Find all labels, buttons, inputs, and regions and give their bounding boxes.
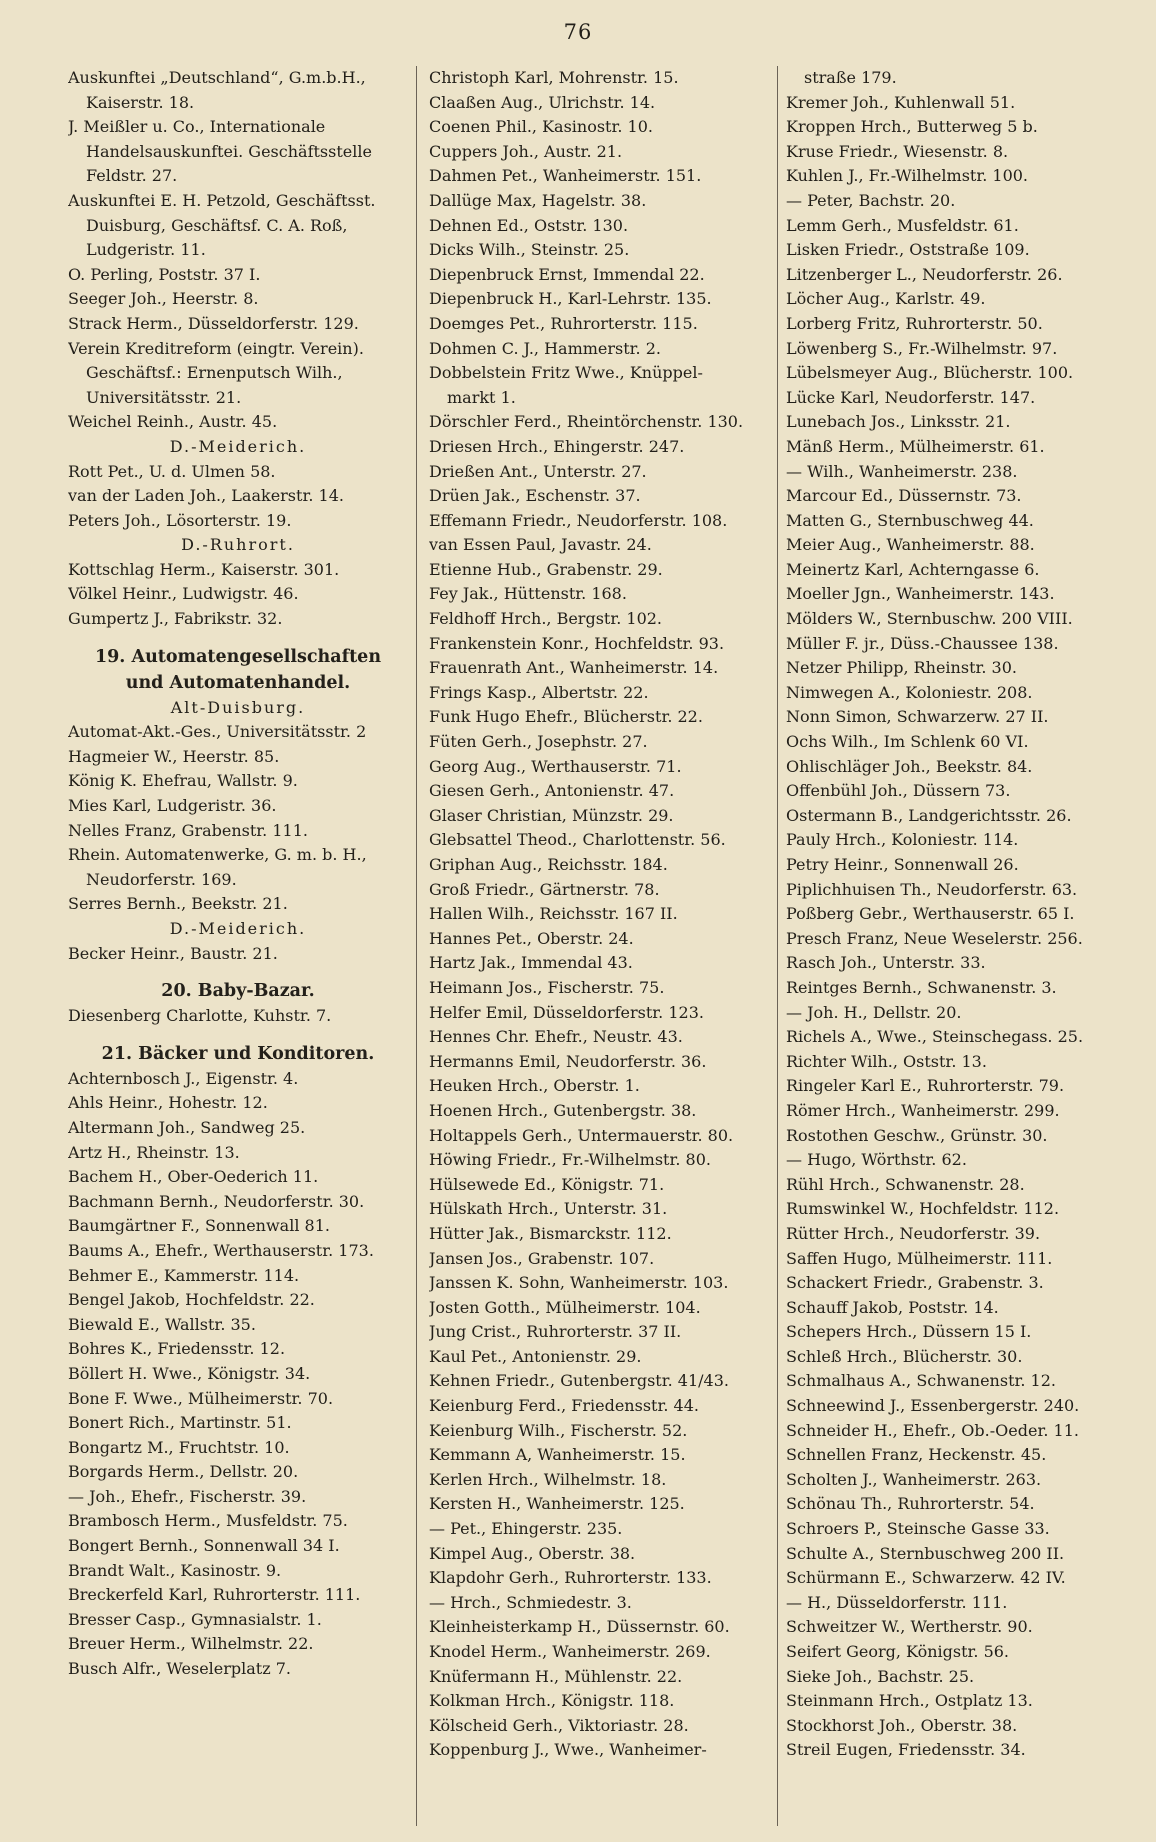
directory-entry: Lisken Friedr., Oststraße 109. [786,240,1030,260]
directory-entry: Lorberg Fritz, Ruhrorterstr. 50. [786,313,1043,333]
directory-entry: Schroers P., Steinsche Gasse 33. [786,1519,1050,1539]
directory-entry: Dörschler Ferd., Rheintörchenstr. 130. [429,412,744,432]
directory-entry: Bongartz M., Fruchtstr. 10. [68,1437,290,1457]
directory-entry: Holtappels Gerh., Untermauerstr. 80. [429,1125,734,1145]
directory-entry: Heimann Jos., Fischerstr. 75. [429,977,665,997]
entry-continuation: straße 179. [804,68,897,87]
directory-entry: Hermanns Emil, Neudorferstr. 36. [429,1051,707,1071]
district-heading: D.-Meiderich. [169,919,307,938]
section-spacer [68,1029,408,1041]
directory-entry: Funk Hugo Ehefr., Blücherstr. 22. [429,707,703,727]
directory-entry: Dahmen Pet., Wanheimerstr. 151. [429,166,702,186]
directory-entry: Verein Kreditreform (eingtr. Verein). [68,338,364,358]
directory-entry: Groß Friedr., Gärtnerstr. 78. [429,879,660,899]
directory-entry: Busch Alfr., Weselerplatz 7. [68,1659,291,1679]
directory-entry: Reintges Bernh., Schwanenstr. 3. [786,977,1057,997]
directory-entry: Giesen Gerh., Antonienstr. 47. [429,781,675,801]
directory-entry: Diepenbruck Ernst, Immendal 22. [429,264,705,284]
directory-entry: Kemmann A, Wanheimerstr. 15. [429,1445,686,1465]
directory-entry: Hülsewede Ed., Königstr. 71. [429,1174,665,1194]
directory-entry: Lübelsmeyer Aug., Blücherstr. 100. [786,363,1074,383]
directory-entry: Knodel Herm., Wanheimerstr. 269. [429,1642,711,1661]
directory-entry: — Hrch., Schmiedestr. 3. [429,1592,632,1612]
directory-entry: Füten Gerh., Josephstr. 27. [429,732,648,752]
directory-entry: Keienburg Ferd., Friedensstr. 44. [429,1396,699,1416]
directory-entry: Hülskath Hrch., Unterstr. 31. [429,1199,668,1219]
directory-entry: — Peter, Bachstr. 20. [786,190,956,210]
directory-entry: Streil Eugen, Friedensstr. 34. [786,1740,1026,1760]
directory-entry: Feldhoff Hrch., Bergstr. 102. [429,609,663,629]
directory-entry: — H., Düsseldorferstr. 111. [786,1592,1008,1612]
directory-entry: Piplichhuisen Th., Neudorferstr. 63. [786,879,1078,899]
directory-entry: Bengel Jakob, Hochfeldstr. 22. [68,1290,315,1310]
directory-entry: Presch Franz, Neue Weselerstr. 256. [786,928,1083,948]
directory-entry: Marcour Ed., Düssernstr. 73. [786,486,1022,506]
directory-entry: Bongert Bernh., Sonnenwall 34 I. [68,1536,340,1556]
directory-entry: Effemann Friedr., Neudorferstr. 108. [429,510,728,530]
directory-entry: Schweitzer W., Wertherstr. 90. [786,1617,1033,1637]
directory-entry: Seeger Joh., Heerstr. 8. [68,289,259,309]
directory-entry: Nimwegen A., Koloniestr. 208. [786,682,1033,702]
directory-entry: Jansen Jos., Grabenstr. 107. [429,1248,655,1268]
directory-entry: Römer Hrch., Wanheimerstr. 299. [786,1100,1060,1120]
directory-entry: Etienne Hub., Grabenstr. 29. [429,559,663,579]
directory-entry: Dallüge Max, Hagelstr. 38. [429,190,647,210]
district-heading: D.-Ruhrort. [181,535,295,555]
directory-entry: Bone F. Wwe., Mülheimerstr. 70. [68,1388,334,1408]
directory-entry: Rütter Hrch., Neudorferstr. 39. [786,1223,1041,1243]
section-heading: und Automatenhandel. [125,672,351,693]
directory-entry: Müller F. jr., Düss.-Chaussee 138. [786,633,1059,653]
directory-entry: Offenbühl Joh., Düssern 73. [786,781,1011,801]
directory-entry: Nonn Simon, Schwarzerw. 27 II. [786,707,1049,727]
directory-entry: Sieke Joh., Bachstr. 25. [786,1666,975,1686]
directory-entry: König K. Ehefrau, Wallstr. 9. [68,771,298,791]
directory-entry: — Joh., Ehefr., Fischerstr. 39. [68,1486,307,1506]
directory-entry: Schnellen Franz, Heckenstr. 45. [786,1445,1047,1465]
directory-entry: Löwenberg S., Fr.-Wilhelmstr. 97. [786,338,1058,358]
directory-entry: Völkel Heinr., Ludwigstr. 46. [68,584,299,604]
directory-entry: Schauff Jakob, Poststr. 14. [786,1297,999,1317]
directory-entry: Frankenstein Konr., Hochfeldstr. 93. [429,633,725,653]
directory-entry: Ahls Heinr., Hohestr. 12. [68,1093,268,1113]
directory-entry: Doemges Pet., Ruhrorterstr. 115. [429,313,698,333]
directory-entry: Claaßen Aug., Ulrichstr. 14. [429,92,656,112]
district-heading: D.-Meiderich. [169,436,307,456]
directory-entry: Keienburg Wilh., Fischerstr. 52. [429,1420,688,1440]
directory-entry: Schönau Th., Ruhrorterstr. 54. [786,1494,1035,1514]
directory-entry: Gumpertz J., Fabrikstr. 32. [68,609,283,629]
section-spacer [68,966,408,978]
directory-entry: Georg Aug., Werthauserstr. 71. [429,756,682,776]
directory-entry: Ochs Wilh., Im Schlenk 60 VI. [786,732,1029,752]
directory-entry: — Hugo, Wörthstr. 62. [786,1150,967,1170]
directory-entry: Meier Aug., Wanheimerstr. 88. [786,535,1035,555]
directory-entry: Mänß Herm., Mülheimerstr. 61. [786,436,1045,456]
directory-entry: Rasch Joh., Unterstr. 33. [786,953,986,973]
directory-entry: Koppenburg J., Wwe., Wanheimer- [429,1740,707,1760]
directory-entry: Breuer Herm., Wilhelmstr. 22. [68,1634,314,1654]
directory-entry: Kleinheisterkamp H., Düssernstr. 60. [429,1617,730,1637]
district-heading: Alt-Duisburg. [170,697,306,717]
column-left [68,66,417,1826]
directory-entry: Bonert Rich., Martinstr. 51. [68,1413,292,1433]
directory-entry: Peters Joh., Lösorterstr. 19. [68,510,292,530]
directory-entry: — Joh. H., Dellstr. 20. [786,1002,962,1022]
directory-entry: Driesen Hrch., Ehingerstr. 247. [429,436,685,456]
entry-continuation: Universitätsstr. 21. [86,387,242,407]
directory-entry: Litzenberger L., Neudorferstr. 26. [786,264,1063,284]
directory-entry: Hannes Pet., Oberstr. 24. [429,928,634,948]
directory-entry: van der Laden Joh., Laakerstr. 14. [68,486,344,506]
directory-entry: Seifert Georg, Königstr. 56. [786,1642,1010,1661]
entry-continuation: Duisburg, Geschäftsf. C. A. Roß, [86,215,348,235]
directory-entry: Kroppen Hrch., Butterweg 5 b. [786,117,1038,137]
directory-entry: Böllert H. Wwe., Königstr. 34. [68,1363,311,1383]
directory-entry: Hennes Chr. Ehefr., Neustr. 43. [429,1027,683,1047]
directory-entry: van Essen Paul, Javastr. 24. [429,535,652,555]
section-heading: 20. Baby-Bazar. [161,981,315,1002]
directory-entry: Baumgärtner F., Sonnenwall 81. [68,1216,330,1236]
entry-continuation: Ludgeristr. 11. [86,240,206,260]
directory-entry: Brambosch Herm., Musfeldstr. 75. [68,1511,348,1531]
directory-entry: Borgards Herm., Dellstr. 20. [68,1462,299,1482]
directory-entry: Scholten J., Wanheimerstr. 263. [786,1469,1042,1489]
directory-entry: Kehnen Friedr., Gutenbergstr. 41/43. [429,1371,729,1391]
directory-entry: Hütter Jak., Bismarckstr. 112. [429,1223,672,1243]
directory-entry: Jung Crist., Ruhrorterstr. 37 II. [429,1322,682,1342]
directory-entry: Rostothen Geschw., Grünstr. 30. [786,1125,1048,1145]
directory-entry: J. Meißler u. Co., Internationale [68,117,326,137]
directory-entry: Kimpel Aug., Oberstr. 38. [429,1543,636,1563]
directory-entry: Kruse Friedr., Wiesenstr. 8. [786,141,1009,161]
directory-entry: Kottschlag Herm., Kaiserstr. 301. [68,559,340,579]
directory-entry: Matten G., Sternbuschweg 44. [786,510,1034,530]
directory-entry: Höwing Friedr., Fr.-Wilhelmstr. 80. [429,1150,711,1170]
directory-entry: Achternbosch J., Eigenstr. 4. [68,1068,299,1088]
directory-entry: Kuhlen J., Fr.-Wilhelmstr. 100. [786,166,1029,186]
directory-entry: Netzer Philipp, Rheinstr. 30. [786,658,1017,678]
section-heading: 21. Bäcker und Konditoren. [101,1043,375,1064]
directory-entry: Drüen Jak., Eschenstr. 37. [429,486,641,506]
directory-entry: Schürmann E., Schwarzerw. 42 IV. [786,1568,1066,1588]
directory-entry: Ostermann B., Landgerichtsstr. 26. [786,805,1072,825]
directory-entry: Bresser Casp., Gymnasialstr. 1. [68,1609,322,1629]
directory-entry: Strack Herm., Düsseldorferstr. 129. [68,313,359,333]
directory-entry: Nelles Franz, Grabenstr. 111. [68,820,308,840]
directory-entry: Lücke Karl, Neudorferstr. 147. [786,387,1036,407]
directory-entry: Auskunftei E. H. Petzold, Geschäftsst. [68,190,376,210]
directory-entry: Löcher Aug., Karlstr. 49. [786,289,986,309]
directory-entry: Schepers Hrch., Düssern 15 I. [786,1322,1032,1342]
directory-entry: Behmer E., Kammerstr. 114. [68,1265,300,1285]
directory-entry: Richter Wilh., Oststr. 13. [786,1051,987,1071]
directory-entry: Schneewind J., Essenbergerstr. 240. [786,1396,1080,1416]
column-middle [419,66,778,1826]
directory-columns [68,66,1106,1826]
directory-entry: Bachmann Bernh., Neudorferstr. 30. [68,1191,365,1211]
directory-entry: Bohres K., Friedensstr. 12. [68,1339,286,1359]
directory-entry: Breckerfeld Karl, Ruhrorterstr. 111. [68,1585,361,1605]
directory-entry: Ohlischläger Joh., Beekstr. 84. [786,756,1033,776]
directory-entry: Schulte A., Sternbuschweg 200 II. [786,1543,1065,1563]
directory-entry: Diepenbruck H., Karl-Lehrstr. 135. [429,289,712,309]
directory-entry: Richels A., Wwe., Steinschegass. 25. [786,1027,1084,1047]
directory-entry: Kolkman Hrch., Königstr. 118. [429,1691,675,1711]
directory-entry: Pauly Hrch., Koloniestr. 114. [786,830,1019,850]
directory-entry: Hallen Wilh., Reichsstr. 167 II. [429,904,678,924]
directory-entry: Auskunftei „Deutschland“, G.m.b.H., [68,68,366,87]
directory-entry: Rühl Hrch., Schwanenstr. 28. [786,1174,1025,1194]
page-number: 76 [563,20,593,44]
directory-entry: Frings Kasp., Albertstr. 22. [429,682,649,702]
directory-entry: Dohmen C. J., Hammerstr. 2. [429,338,661,358]
directory-entry: Hagmeier W., Heerstr. 85. [68,746,280,766]
directory-entry: Coenen Phil., Kasinostr. 10. [429,117,653,137]
directory-entry: Meinertz Karl, Achterngasse 6. [786,559,1040,579]
directory-entry: Baums A., Ehefr., Werthauserstr. 173. [68,1240,374,1260]
directory-entry: — Wilh., Wanheimerstr. 238. [786,461,1018,481]
directory-entry: Hoenen Hrch., Gutenbergstr. 38. [429,1100,697,1120]
column-right [780,66,1106,1826]
directory-entry: Rhein. Automatenwerke, G. m. b. H., [68,845,367,865]
directory-entry: Dicks Wilh., Steinstr. 25. [429,240,630,260]
directory-entry: Schmalhaus A., Schwanenstr. 12. [786,1371,1056,1391]
directory-entry: Serres Bernh., Beekstr. 21. [68,894,288,914]
directory-entry: Fey Jak., Hüttenstr. 168. [429,584,627,604]
entry-continuation: Geschäftsf.: Ernenputsch Wilh., [86,363,343,383]
entry-continuation: Feldstr. 27. [86,166,178,186]
directory-entry: Dehnen Ed., Oststr. 130. [429,215,629,235]
directory-entry: Heuken Hrch., Oberstr. 1. [429,1076,640,1096]
directory-entry: Schleß Hrch., Blücherstr. 30. [786,1346,1023,1366]
directory-entry: Kölscheid Gerh., Viktoriastr. 28. [429,1715,689,1735]
directory-entry: Weichel Reinh., Austr. 45. [68,412,278,432]
directory-entry: Griphan Aug., Reichsstr. 184. [429,855,668,874]
entry-continuation: Neudorferstr. 169. [86,869,237,889]
directory-entry: Drießen Ant., Unterstr. 27. [429,461,647,481]
directory-entry: Rumswinkel W., Hochfeldstr. 112. [786,1199,1060,1219]
directory-entry: Mölders W., Sternbuschw. 200 VIII. [786,609,1073,629]
directory-entry: Kerlen Hrch., Wilhelmstr. 18. [429,1469,667,1489]
directory-entry: O. Perling, Poststr. 37 I. [68,264,261,284]
directory-entry: Biewald E., Wallstr. 35. [68,1314,256,1334]
directory-entry: Knüfermann H., Mühlenstr. 22. [429,1666,683,1686]
section-spacer [68,632,408,644]
directory-entry: Brandt Walt., Kasinostr. 9. [68,1560,282,1580]
directory-entry: Schneider H., Ehefr., Ob.-Oeder. 11. [786,1420,1079,1440]
directory-entry: Glebsattel Theod., Charlottenstr. 56. [429,830,726,850]
section-heading: 19. Automatengesellschaften [94,646,382,667]
directory-entry: Klapdohr Gerh., Ruhrorterstr. 133. [429,1568,712,1588]
directory-entry: Kremer Joh., Kuhlenwall 51. [786,92,1016,112]
directory-entry: Becker Heinr., Baustr. 21. [68,943,278,963]
directory-entry: Kaul Pet., Antonienstr. 29. [429,1346,642,1366]
directory-entry: — Pet., Ehingerstr. 235. [429,1519,623,1539]
directory-entry: Schackert Friedr., Grabenstr. 3. [786,1273,1044,1293]
directory-entry: Altermann Joh., Sandweg 25. [68,1117,306,1137]
directory-entry: Mies Karl, Ludgeristr. 36. [68,796,277,816]
directory-entry: Steinmann Hrch., Ostplatz 13. [786,1691,1033,1711]
directory-entry: Lunebach Jos., Linksstr. 21. [786,412,1011,432]
directory-entry: Rott Pet., U. d. Ulmen 58. [68,461,276,481]
directory-entry: Hartz Jak., Immendal 43. [429,953,633,973]
directory-entry: Saffen Hugo, Mülheimerstr. 111. [786,1248,1053,1268]
directory-entry: Janssen K. Sohn, Wanheimerstr. 103. [429,1273,729,1293]
directory-entry: Artz H., Rheinstr. 13. [68,1142,240,1162]
directory-entry: Stockhorst Joh., Oberstr. 38. [786,1715,1018,1735]
entry-continuation: Handelsauskunftei. Geschäftsstelle [86,141,372,161]
directory-entry: Dobbelstein Fritz Wwe., Knüppel- [429,363,703,383]
directory-entry: Poßberg Gebr., Werthauserstr. 65 I. [786,904,1075,924]
directory-entry: Petry Heinr., Sonnenwall 26. [786,855,1019,874]
directory-entry: Bachem H., Ober-Oederich 11. [68,1167,319,1187]
directory-entry: Christoph Karl, Mohrenstr. 15. [429,68,679,87]
directory-entry: Ringeler Karl E., Ruhrorterstr. 79. [786,1076,1065,1096]
directory-entry: Josten Gotth., Mülheimerstr. 104. [429,1297,701,1317]
entry-continuation: markt 1. [447,387,516,407]
directory-entry: Diesenberg Charlotte, Kuhstr. 7. [68,1006,332,1026]
entry-continuation: Kaiserstr. 18. [86,92,195,112]
directory-entry: Kersten H., Wanheimerstr. 125. [429,1494,685,1514]
directory-entry: Frauenrath Ant., Wanheimerstr. 14. [429,658,719,678]
directory-entry: Helfer Emil, Düsseldorferstr. 123. [429,1002,704,1022]
directory-entry: Automat-Akt.-Ges., Universitätsstr. 2 [68,722,367,742]
directory-entry: Glaser Christian, Münzstr. 29. [429,805,674,825]
directory-entry: Moeller Jgn., Wanheimerstr. 143. [786,584,1055,604]
directory-entry: Lemm Gerh., Musfeldstr. 61. [786,215,1019,235]
directory-entry: Cuppers Joh., Austr. 21. [429,141,623,161]
